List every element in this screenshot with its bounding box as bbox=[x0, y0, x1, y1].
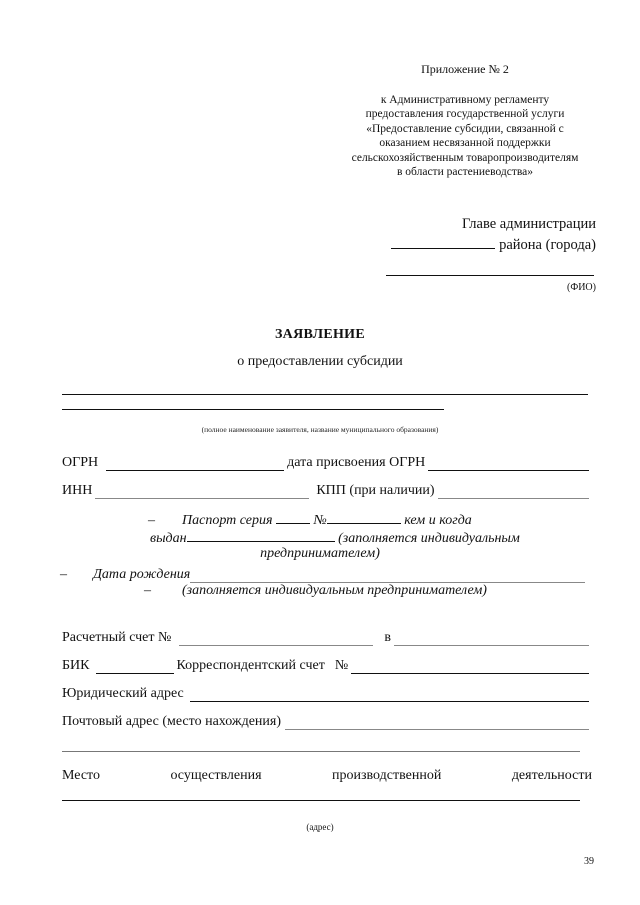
legal-address-label: Юридический адрес bbox=[62, 686, 184, 701]
birth-date-field[interactable] bbox=[190, 569, 585, 583]
activity-word: производственной bbox=[332, 768, 442, 783]
document-subtitle: о предоставлении субсидии bbox=[237, 354, 403, 369]
appendix-number: Приложение № 2 bbox=[421, 62, 509, 76]
activity-address-line[interactable] bbox=[62, 800, 580, 801]
legal-address-row bbox=[62, 684, 592, 702]
birth-date-row bbox=[60, 565, 588, 583]
corr-account-label: Корреспондентский счет bbox=[176, 658, 325, 673]
passport-no-sign: № bbox=[313, 513, 327, 528]
corr-account-field[interactable] bbox=[351, 660, 589, 674]
appendix-line: к Административному регламенту bbox=[380, 93, 550, 106]
corr-account-no-sign: № bbox=[334, 658, 349, 673]
ogrn-date-field[interactable] bbox=[428, 457, 589, 471]
activity-place-row bbox=[62, 768, 592, 784]
addressee-line1: Главе администрации bbox=[462, 216, 596, 232]
appendix-line: сельскохозяйственным товаропроизводителям bbox=[351, 151, 579, 164]
ogrn-label: ОГРН bbox=[62, 455, 99, 470]
inn-field[interactable] bbox=[95, 485, 309, 499]
account-row bbox=[62, 628, 592, 646]
activity-word: осуществления bbox=[170, 768, 262, 783]
birth-dash: – bbox=[60, 567, 67, 582]
district-suffix: района (города) bbox=[499, 237, 596, 253]
birth-note-dash: – bbox=[144, 583, 151, 598]
account-label: Расчетный счет № bbox=[62, 630, 172, 645]
passport-issued-by: кем и когда bbox=[404, 513, 472, 528]
bik-field[interactable] bbox=[96, 660, 174, 674]
account-in: в bbox=[384, 630, 391, 645]
kpp-label: КПП (при наличии) bbox=[316, 483, 435, 498]
inn-row bbox=[62, 481, 592, 499]
ogrn-row bbox=[62, 453, 592, 471]
passport-label: Паспорт серия bbox=[182, 513, 273, 528]
passport-note-line2 bbox=[0, 546, 640, 562]
addressee-block bbox=[360, 214, 596, 255]
birth-note: (заполняется индивидуальным предпринимателем) bbox=[182, 583, 487, 598]
passport-number-field[interactable] bbox=[327, 511, 401, 524]
addressee-line2 bbox=[360, 234, 596, 255]
district-blank[interactable] bbox=[391, 234, 495, 249]
passport-note: (заполняется индивидуальным bbox=[338, 531, 520, 546]
passport-issued-line bbox=[60, 529, 640, 547]
fio-blank[interactable] bbox=[386, 275, 594, 276]
issued-label: выдан bbox=[150, 531, 187, 546]
activity-word: деятельности bbox=[511, 768, 592, 783]
document-title: ЗАЯВЛЕНИЕ bbox=[274, 327, 365, 342]
appendix-line: в области растениеводства» bbox=[396, 166, 533, 178]
bank-name-field[interactable] bbox=[394, 632, 589, 646]
kpp-field[interactable] bbox=[438, 485, 589, 499]
passport-note2: предпринимателем) bbox=[260, 546, 380, 561]
appendix-header bbox=[330, 62, 600, 180]
appendix-line: «Предоставление субсидии, связанной с bbox=[366, 122, 564, 135]
passport-dash: – bbox=[148, 513, 155, 528]
account-field[interactable] bbox=[179, 632, 373, 646]
inn-label: ИНН bbox=[62, 483, 93, 498]
ogrn-field[interactable] bbox=[106, 457, 284, 471]
postal-address-label: Почтовый адрес (место нахождения) bbox=[62, 714, 281, 729]
postal-address-row bbox=[62, 712, 592, 730]
applicant-caption: (полное наименование заявителя, название муниципального образования) bbox=[201, 425, 439, 434]
bik-row bbox=[62, 656, 592, 674]
birth-label: Дата рождения bbox=[93, 567, 191, 582]
appendix-line: предоставления государственной услуги bbox=[365, 108, 565, 120]
applicant-name-line-2[interactable] bbox=[62, 409, 444, 410]
birth-note-line bbox=[60, 583, 640, 599]
legal-address-field[interactable] bbox=[190, 688, 589, 702]
ogrn-date-label: дата присвоения ОГРН bbox=[287, 455, 426, 470]
address-caption: (адрес) bbox=[306, 822, 334, 832]
fio-caption: (ФИО) bbox=[566, 282, 596, 293]
passport-line bbox=[60, 511, 640, 529]
applicant-name-line-1[interactable] bbox=[62, 394, 588, 395]
activity-word: Место bbox=[62, 768, 100, 783]
page-number: 39 bbox=[584, 856, 594, 867]
passport-series-field[interactable] bbox=[276, 511, 310, 524]
bik-label: БИК bbox=[62, 658, 90, 673]
postal-address-line-2[interactable] bbox=[62, 751, 580, 752]
postal-address-field[interactable] bbox=[285, 716, 589, 730]
passport-issued-field[interactable] bbox=[187, 529, 335, 542]
appendix-line: оказанием несвязанной поддержки bbox=[379, 137, 551, 149]
